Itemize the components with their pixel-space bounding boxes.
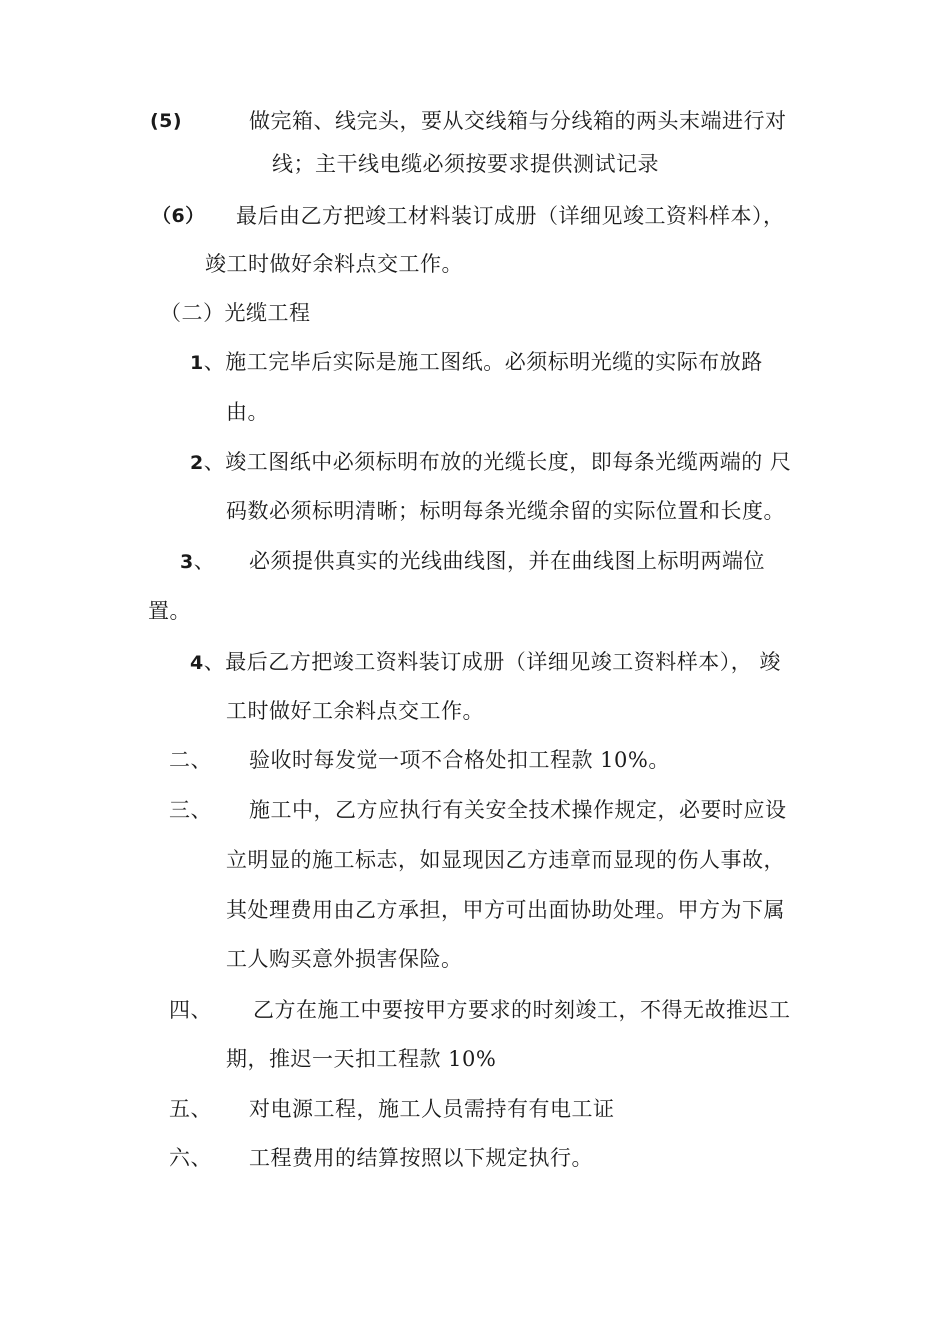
clause-3-line-3: 其处理费用由乙方承担，甲方可出面协助处理。甲方为下属: [226, 898, 785, 922]
item-6-line-1: 最后由乙方把竣工材料装订成册（详细见竣工资料样本），: [236, 204, 785, 228]
optical-item-4-separator: 、: [203, 650, 226, 674]
optical-item-3-number: 3: [180, 551, 194, 573]
clause-3-number: 三、: [169, 798, 212, 822]
item-5-number: (5): [150, 110, 183, 132]
optical-item-2-number: 2: [190, 452, 204, 474]
optical-item-4: [190, 647, 781, 678]
clause-4-number: 四、: [169, 998, 212, 1022]
optical-item-2-line-2: 码数必须标明清晰；标明每条光缆余留的实际位置和长度。: [226, 499, 785, 523]
optical-item-1-line-1: 施工完毕后实际是施工图纸。必须标明光缆的实际布放路: [225, 350, 763, 374]
optical-item-1: [190, 347, 763, 378]
optical-item-1-line-2: 由。: [226, 400, 269, 424]
optical-item-2-separator: 、: [203, 450, 226, 474]
optical-item-1-separator: 、: [203, 350, 226, 374]
clause-5-number: 五、: [169, 1097, 212, 1121]
optical-item-2-line-1: 竣工图纸中必须标明布放的光缆长度，即每条光缆两端的 尺: [225, 450, 792, 474]
item-6-line-2: 竣工时做好余料点交工作。: [205, 252, 463, 276]
section-heading-optical-cable: （二）光缆工程: [160, 301, 311, 325]
optical-item-1-number: 1: [190, 352, 204, 374]
optical-item-3-separator: 、: [193, 549, 216, 573]
item-6-number: （6）: [152, 205, 205, 227]
clause-4-line-1: 乙方在施工中要按甲方要求的时刻竣工，不得无故推迟工: [253, 998, 791, 1022]
optical-item-2: [190, 447, 791, 478]
optical-item-4-line-1: 最后乙方把竣工资料装订成册（详细见竣工资料样本）， 竣: [225, 650, 781, 674]
clause-5-line-1: 对电源工程，施工人员需持有有电工证: [249, 1097, 615, 1121]
optical-item-3-line-2: 置。: [148, 599, 191, 623]
item-5-line-1: 做完箱、线完头，要从交线箱与分线箱的两头末端进行对: [249, 109, 787, 133]
clause-2-line-1: 验收时每发觉一项不合格处扣工程款 10%。: [249, 748, 670, 772]
clause-3-line-2: 立明显的施工标志，如显现因乙方违章而显现的伤人事故，: [226, 848, 785, 872]
optical-item-3-line-1: 必须提供真实的光线曲线图，并在曲线图上标明两端位: [249, 549, 765, 573]
clause-6-line-1: 工程费用的结算按照以下规定执行。: [249, 1146, 593, 1170]
clause-6-number: 六、: [169, 1146, 212, 1170]
optical-item-3: [180, 546, 215, 577]
optical-item-4-number: 4: [190, 652, 204, 674]
optical-item-4-line-2: 工时做好工余料点交工作。: [226, 699, 484, 723]
item-5-line-2: 线；主干线电缆必须按要求提供测试记录: [272, 152, 659, 176]
clause-3-line-1: 施工中，乙方应执行有关安全技术操作规定，必要时应设: [249, 798, 787, 822]
clause-2-number: 二、: [169, 748, 212, 772]
clause-3-line-4: 工人购买意外损害保险。: [226, 947, 463, 971]
clause-4-line-2: 期，推迟一天扣工程款 10%: [226, 1047, 497, 1071]
